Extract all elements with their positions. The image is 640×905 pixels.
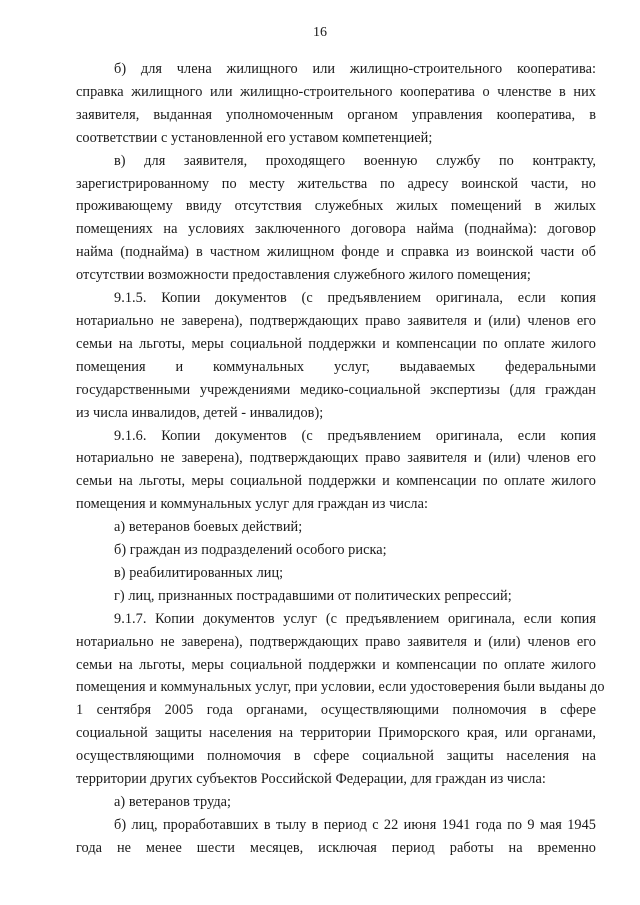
paragraph [76, 814, 596, 860]
paragraph [76, 539, 596, 562]
paragraph [76, 516, 596, 539]
paragraph [76, 287, 596, 424]
text-line: помещения и коммунальных услуг для граждан из числа: [76, 496, 429, 513]
text-line: года не менее шести месяцев, исключая период работы на временно [76, 839, 596, 856]
text-line: 9.1.5. Копии документов (с предъявлением оригинала, если копия [114, 290, 596, 307]
paragraph [76, 585, 596, 608]
text-line: справка жилищного или жилищно-строительного кооператива о членстве в них [76, 83, 596, 100]
text-line: а) ветеранов труда; [114, 794, 232, 810]
text-line: нотариально не заверена), подтверждающих право заявителя и (или) членов его [76, 450, 596, 467]
text-line: семьи на льготы, меры социальной поддержки и компенсации по оплате жилого [76, 656, 596, 673]
page-number: 16 [313, 25, 327, 40]
text-line: нотариально не заверена), подтверждающих право заявителя и (или) членов его [76, 633, 596, 650]
text-line: нотариально не заверена), подтверждающих право заявителя и (или) членов его [76, 312, 596, 329]
paragraph [76, 562, 596, 585]
text-line: найма (поднайма) в частном жилищном фонде и справка из воинской части об [76, 244, 596, 261]
paragraph [76, 425, 596, 517]
text-line: б) лиц, проработавших в тылу в период с 22 июня 1941 года по 9 мая 1945 [114, 816, 596, 833]
text-line: 1 сентября 2005 года органами, осуществляющими полномочия в сфере [76, 702, 596, 719]
text-line: в) для заявителя, проходящего военную службу по контракту, [114, 152, 596, 169]
text-line: а) ветеранов боевых действий; [114, 519, 303, 536]
text-line: социальной защиты населения на территории Приморского края, или органами, [76, 725, 596, 742]
text-line: помещениях на условиях заключенного договора найма (поднайма): договор [76, 221, 596, 238]
text-line: из числа инвалидов, детей - инвалидов); [76, 404, 324, 421]
text-line: территории других субъектов Российской Федерации, для граждан из числа: [76, 771, 546, 788]
text-line: помещения и коммунальных услуг, выдаваемых федеральными [76, 358, 596, 375]
text-line: проживающему ввиду отсутствия служебных жилых помещений в жилых [76, 198, 596, 215]
text-line: б) для члена жилищного или жилищно-строительного кооператива: [114, 61, 596, 77]
text-line: отсутствии возможности предоставления служебного жилого помещения; [76, 267, 531, 284]
text-line: соответствии с установленной его уставом компетенцией; [76, 129, 433, 146]
text-line: зарегистрированному по месту жительства по адресу воинской части, но [76, 175, 596, 192]
text-line: заявителя, выданная уполномоченным органом управления кооператива, в [76, 106, 596, 123]
text-line: помещения и коммунальных услуг, при условии, если удостоверения были выданы до [76, 679, 605, 696]
text-line: 9.1.7. Копии документов услуг (с предъявлением оригинала, если копия [114, 610, 596, 627]
text-line: б) граждан из подразделений особого риска; [114, 542, 387, 559]
paragraph [76, 791, 596, 814]
paragraph [76, 608, 605, 791]
text-line: государственными учреждениями медико-социальной экспертизы (для граждан [76, 381, 596, 398]
text-line: семьи на льготы, меры социальной поддержки и компенсации по оплате жилого [76, 335, 596, 352]
text-line: г) лиц, признанных пострадавшими от политических репрессий; [114, 587, 512, 604]
document-body [76, 58, 605, 860]
text-line: семьи на льготы, меры социальной поддержки и компенсации по оплате жилого [76, 473, 596, 490]
text-line: 9.1.6. Копии документов (с предъявлением оригинала, если копия [114, 427, 596, 444]
paragraph [76, 150, 596, 287]
paragraph [76, 58, 596, 150]
text-line: осуществляющими полномочия в сфере социальной защиты населения на [76, 748, 596, 765]
text-line: в) реабилитированных лиц; [114, 564, 284, 581]
